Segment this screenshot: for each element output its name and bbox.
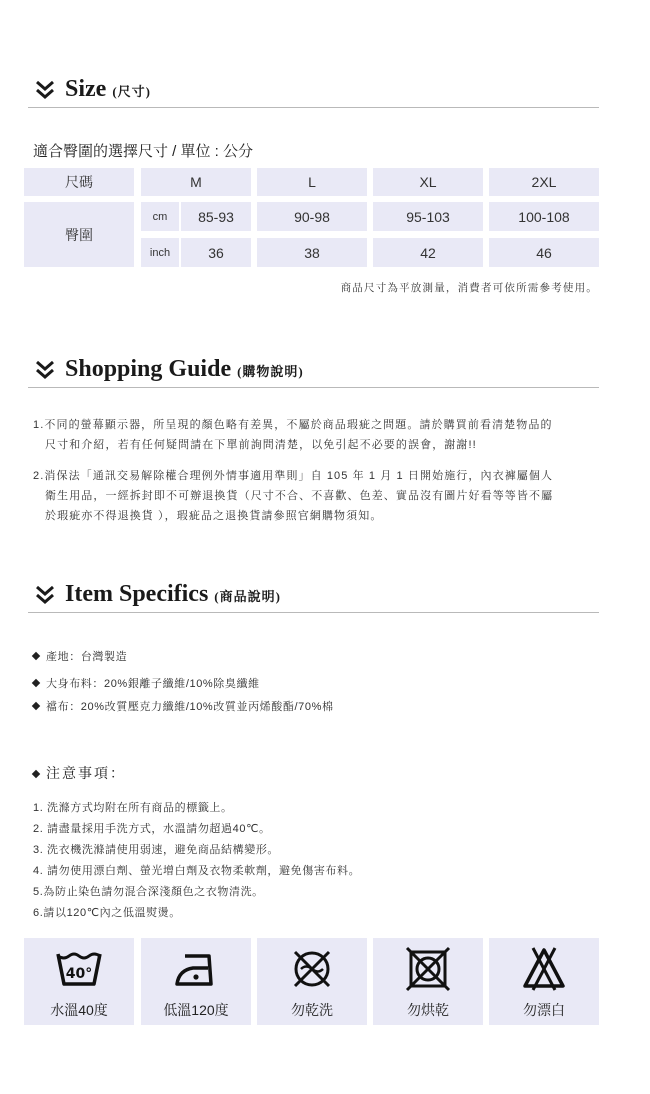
inch-value-xl: 42 — [373, 238, 483, 267]
double-chevron-down-icon — [34, 79, 56, 101]
care-tile-no-tumble-dry — [373, 938, 483, 1025]
no-bleach-icon — [519, 944, 569, 994]
care-tile-iron-low — [141, 938, 251, 1025]
inch-value-l: 38 — [257, 238, 367, 267]
spec-body-fabric: 大身布料：20%銀離子纖維/10%除臭纖維 — [33, 675, 260, 691]
care-label: 水溫40度 — [50, 1002, 108, 1018]
spec-crotch-fabric: 襠布：20%改質壓克力纖維/10%改質並丙烯酸酯/70%棉 — [33, 698, 334, 714]
size-l: L — [257, 168, 367, 196]
care-label: 勿乾洗 — [291, 1002, 333, 1018]
cm-value-l: 90-98 — [257, 202, 367, 231]
care-title: 注意事項： — [33, 763, 126, 783]
hip-row-label: 臀圍 — [24, 202, 134, 267]
guide-item-1: 1.不同的螢幕顯示器，所呈現的顏色略有差異，不屬於商品瑕疵之問題。請於購買前看清楚物品的 尺寸和介紹，若有任何疑問請在下單前詢問清楚，以免引起不必要的誤會，謝謝!! — [33, 419, 553, 451]
inch-value-m: 36 — [181, 238, 251, 267]
no-tumble-dry-icon — [403, 944, 453, 994]
iron-low-icon — [171, 944, 221, 994]
double-chevron-down-icon — [34, 584, 56, 606]
diamond-bullet-icon — [32, 679, 40, 687]
care-label: 勿漂白 — [523, 1002, 565, 1018]
care-tile-no-dry-clean — [257, 938, 367, 1025]
cm-value-m: 85-93 — [181, 202, 251, 231]
care-tile-no-bleach — [489, 938, 599, 1025]
cm-value-xl: 95-103 — [373, 202, 483, 231]
svg-text:40°: 40° — [65, 966, 93, 982]
section-title: Size (尺寸) — [65, 76, 151, 102]
section-title: Shopping Guide (購物說明) — [65, 356, 304, 382]
guide-item-2: 2.消保法「通訊交易解除權合理例外情事適用準則」自 105 年 1 月 1 日開始施行，內衣褲屬個人 衛生用品，一經拆封即不可辦退換貨（尺寸不合、不喜歡、色差、實品沒有圖片好看等等皆不屬 於瑕疵亦不得退換貨 ），瑕疵品之退換貨請參照官網購物須知。 — [33, 470, 554, 522]
unit-inch: inch — [141, 238, 179, 267]
size-header-label: 尺碼 — [24, 168, 134, 196]
inch-value-2xl: 46 — [489, 238, 599, 267]
diamond-bullet-icon — [32, 652, 40, 660]
wash-40-icon — [54, 944, 104, 994]
size-intro: 適合臀圍的選擇尺寸 / 單位 : 公分 — [33, 143, 254, 160]
no-dry-clean-icon — [287, 944, 337, 994]
care-item-5: 5.為防止染色請勿混合深淺顏色之衣物清洗。 — [33, 886, 264, 898]
double-chevron-down-icon — [34, 359, 56, 381]
care-item-6: 6.請以120℃內之低溫熨燙。 — [33, 907, 181, 919]
unit-cm: cm — [141, 202, 179, 231]
shopping-guide-section-header — [28, 353, 599, 388]
care-label: 低溫120度 — [163, 1002, 229, 1018]
cm-value-2xl: 100-108 — [489, 202, 599, 231]
size-note: 商品尺寸為平放測量，消費者可依所需參考使用。 — [340, 282, 598, 294]
care-item-2: 2. 請盡量採用手洗方式，水溫請勿超過40℃。 — [33, 823, 271, 835]
diamond-bullet-icon — [32, 702, 40, 710]
care-tile-wash-40 — [24, 938, 134, 1025]
diamond-bullet-icon — [32, 770, 40, 778]
care-label: 勿烘乾 — [407, 1002, 449, 1018]
item-specifics-section-header — [28, 578, 599, 613]
size-m: M — [141, 168, 251, 196]
care-item-3: 3. 洗衣機洗滌請使用弱速，避免商品結構變形。 — [33, 844, 280, 856]
spec-origin: 產地：台灣製造 — [33, 648, 127, 664]
size-section-header — [28, 73, 599, 108]
care-item-4: 4. 請勿使用漂白劑、螢光增白劑及衣物柔軟劑，避免傷害布料。 — [33, 865, 361, 877]
section-title: Item Specifics (商品說明) — [65, 581, 281, 607]
care-item-1: 1. 洗滌方式均附在所有商品的標籤上。 — [33, 802, 233, 814]
size-2xl: 2XL — [489, 168, 599, 196]
size-xl: XL — [373, 168, 483, 196]
